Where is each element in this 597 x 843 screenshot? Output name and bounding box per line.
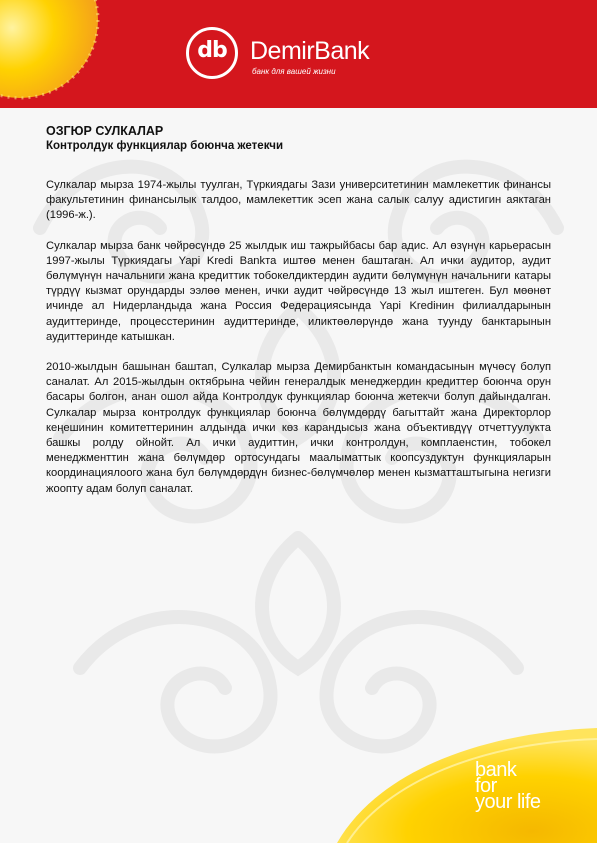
demirbank-logo	[186, 27, 426, 83]
biography-content	[46, 124, 551, 512]
header-banner	[0, 0, 597, 108]
slogan	[475, 759, 590, 813]
slogan-line-3: your life	[475, 791, 541, 813]
paragraph-education: Сулкалар мырза 1974-жылы туулган, Түркиядагы Зази университетинин мамлекеттик финансы факультетинин финансылык талдоо, мамлекеттик эсеп жана салык салуу адистигин аяктаган (1996-ж.).	[46, 179, 551, 222]
sun-graphic	[0, 0, 140, 100]
paragraph-experience: Сулкалар мырза банк чөйрөсүндө 25 жылдык иш тажрыйбасы бар адис. Ал өзүнүн карьерасын 1997-жылы Түркиядагы Yapi Kredi Bankта иштөө менен баштаган. Ал ички аудитор, аудит бөлүмүнүн начальниги жана кредиттик тобокелдиктердин аудити бөлүмүнүн начальниги катары түрдүү кызмат орундарды ээлөө менен, ички аудит чөйрөсүндө 13 жыл иштеген. Бул мөөнөт ичинде ал Нидерландыда жана Россия Федерациясында Yapi Kredінин филиалдарынын аудиттеринде, процесстеринин аудиттеринде, иликтөөлөрүндө жана туунду банктарынын аудиттеринде катышкан.	[46, 239, 551, 343]
brand-tagline: банк для вашей жизни	[252, 67, 336, 76]
slogan-line-2: for	[475, 775, 497, 797]
paragraph-current-role: 2010-жылдын башынан баштап, Сулкалар мырза Демирбанктын командасынын мүчөсү болуп саналат. Ал 2015-жылдын октябрына чейин генералдык менеджердин кредиттер боюнча орун басары болгон, анан ошол айда Контролдук функциялар боюнча жетекчи болуп дайындалган. Сулкалар мырза контролдук функциялар боюнча бөлүмдөрдү багыттайт жана Директорлор кеңешинин комитеттеринин алдында ички көз карандысыз жана объективдүү отчеттуулукта башкы ролду ойнойт. Ал ички аудиттин, ички контролдун, комплаенстин, тобокел менеджменттин жана бөлүмдөр ортосундагы маалыматтык коопсуздуктун функцияларын координациялоого жана бул бөлүмдөрдүн бизнес-бөлүмчөлөр менен кызматташтыгына негизги жоопту адам болуп саналат.	[46, 361, 551, 495]
logo-mark: db	[197, 38, 227, 63]
person-name: ОЗГЮР СУЛКАЛАР	[46, 124, 164, 138]
slogan-line-1: bank	[475, 759, 517, 781]
person-role: Контролдук функциялар боюнча жетекчи	[46, 140, 284, 152]
brand-name: DemirBank	[250, 37, 370, 65]
